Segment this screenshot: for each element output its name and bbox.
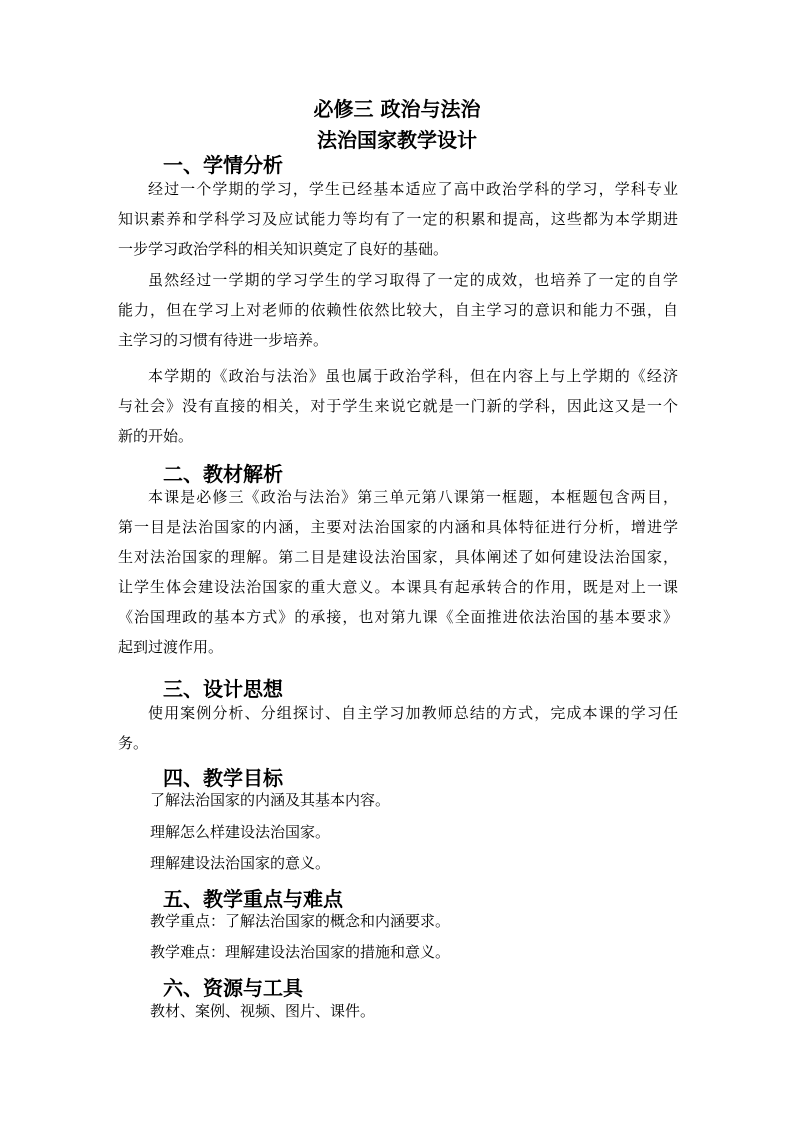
paragraph-line: 使用案例分析、分组探讨、自主学习加教师总结的方式，完成本课的学习任: [148, 704, 678, 722]
section-heading-textbook-analysis: 二、教材解析: [163, 462, 283, 486]
paragraph: [118, 361, 678, 451]
list-item: 理解怎么样建设法治国家。: [150, 823, 331, 841]
paragraph-line: 让学生体会建设法治国家的重大意义。本课具有起承转合的作用，既是对上一课: [118, 578, 678, 596]
paragraph: [118, 698, 678, 758]
paragraph-line: 第一目是法治国家的内涵，主要对法治国家的内涵和具体特征进行分析，增进学: [118, 518, 678, 536]
paragraph-line: 虽然经过一学期的学习学生的学习取得了一定的成效，也培养了一定的自学: [148, 271, 678, 289]
document-subtitle: 法治国家教学设计: [317, 128, 477, 152]
section-heading-learning-analysis: 一、学情分析: [163, 153, 283, 177]
list-item: 教学重点：了解法治国家的概念和内涵要求。: [150, 912, 451, 930]
paragraph-line: 生对法治国家的理解。第二目是建设法治国家，具体阐述了如何建设法治国家，: [118, 548, 678, 566]
paragraph-line: 起到过渡作用。: [118, 638, 224, 656]
document-title: 必修三 政治与法治: [313, 97, 481, 121]
paragraph: [118, 174, 678, 264]
list-item: 教学难点：理解建设法治国家的措施和意义。: [150, 943, 451, 961]
paragraph-line: 务。: [118, 734, 149, 752]
list-item: 理解建设法治国家的意义。: [150, 854, 331, 872]
paragraph-line: 《治国理政的基本方式》的承接，也对第九课《全面推进依法治国的基本要求》: [118, 608, 678, 626]
paragraph-line: 新的开始。: [118, 427, 194, 445]
paragraph-line: 与社会》没有直接的相关，对于学生来说它就是一门新的学科，因此这又是一个: [118, 397, 678, 415]
section-heading-key-difficult-points: 五、教学重点与难点: [163, 887, 343, 911]
list-item: 了解法治国家的内涵及其基本内容。: [150, 791, 391, 809]
paragraph-line: 一步学习政治学科的相关知识奠定了良好的基础。: [118, 240, 449, 258]
paragraph-line: 本课是必修三《政治与法治》第三单元第八课第一框题，本框题包含两目，: [148, 488, 678, 506]
section-heading-design-idea: 三、设计思想: [163, 677, 283, 701]
paragraph: [118, 265, 678, 355]
section-heading-resources-tools: 六、资源与工具: [163, 976, 303, 1000]
paragraph-line: 本学期的《政治与法治》虽也属于政治学科，但在内容上与上学期的《经济: [148, 367, 678, 385]
list-item: 教材、案例、视频、图片、课件。: [150, 1002, 376, 1020]
paragraph-line: 经过一个学期的学习，学生已经基本适应了高中政治学科的学习，学科专业: [148, 180, 678, 198]
paragraph: [118, 482, 678, 662]
section-heading-teaching-goals: 四、教学目标: [163, 766, 283, 790]
paragraph-line: 主学习的习惯有待进一步培养。: [118, 331, 329, 349]
paragraph-line: 知识素养和学科学习及应试能力等均有了一定的积累和提高，这些都为本学期进: [118, 210, 678, 228]
paragraph-line: 能力，但在学习上对老师的依赖性依然比较大，自主学习的意识和能力不强，自: [118, 301, 678, 319]
